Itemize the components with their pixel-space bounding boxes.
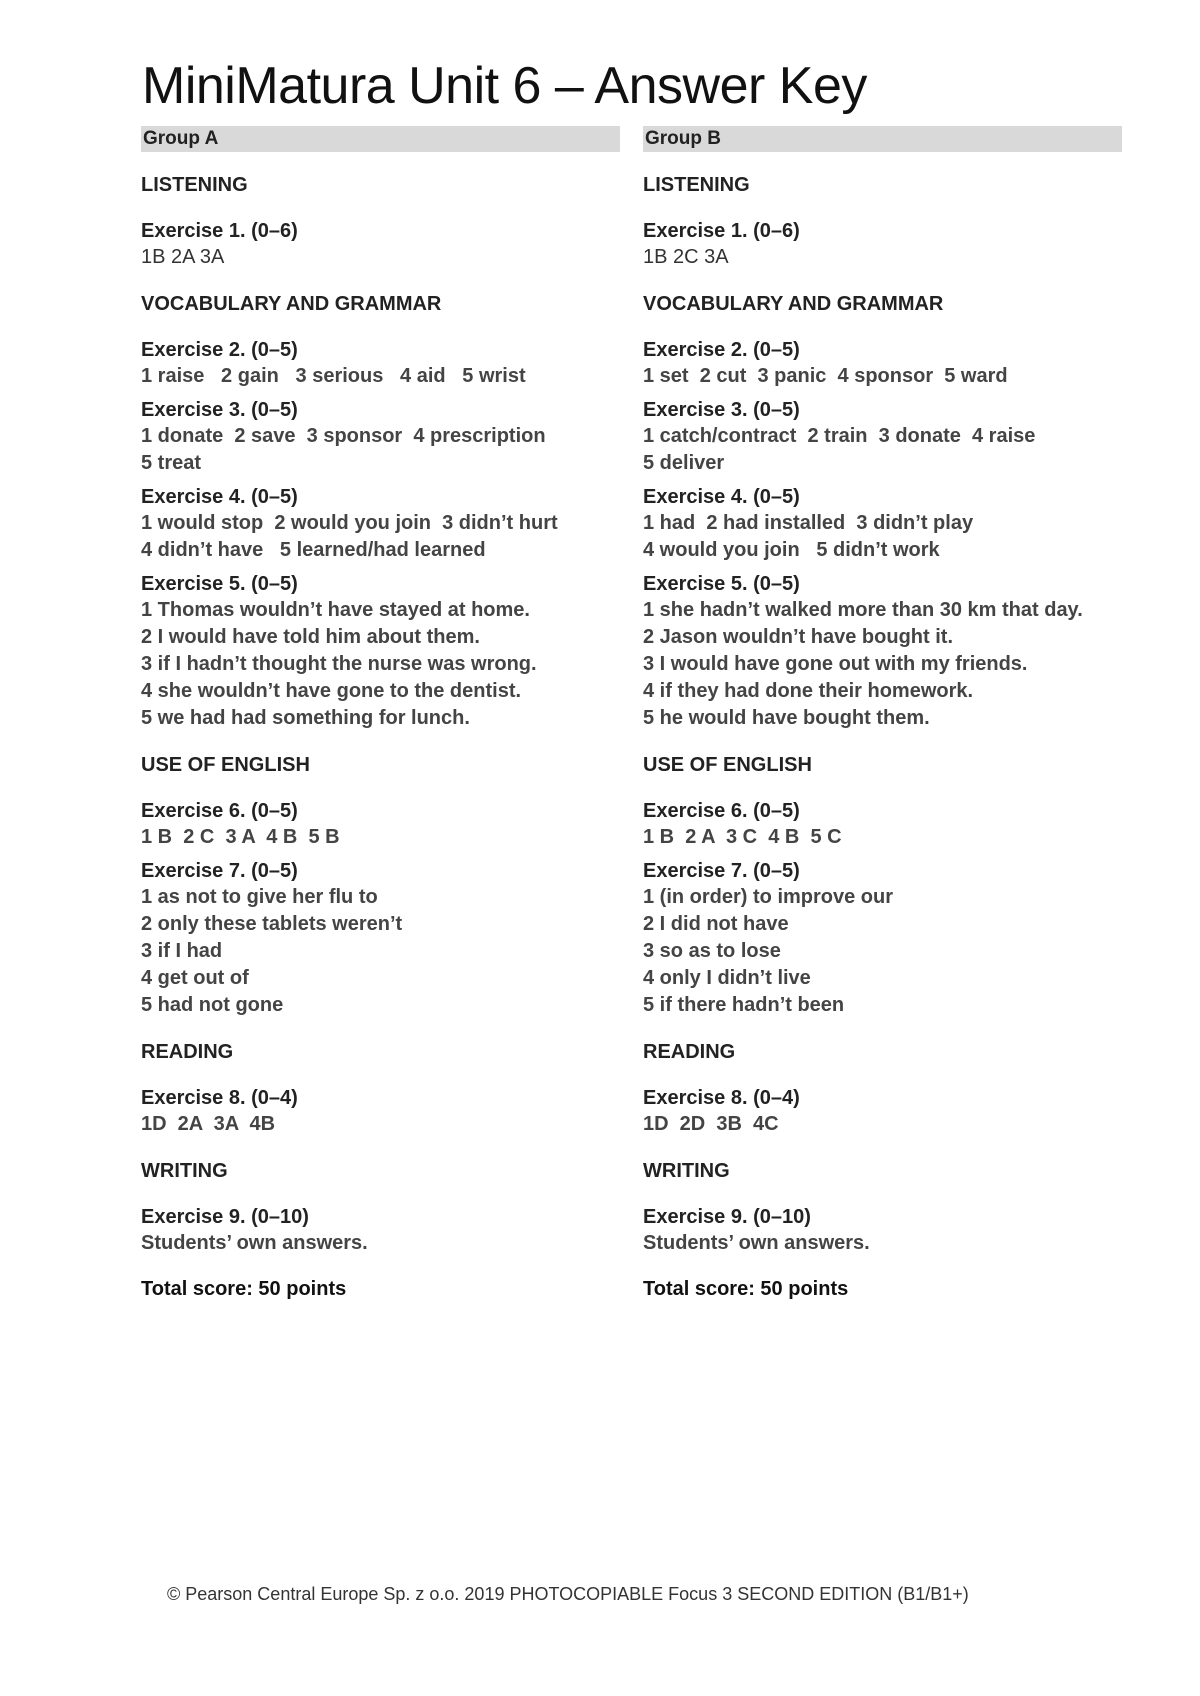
answer-line: 4 didn’t have 5 learned/had learned: [141, 539, 486, 561]
section-heading: WRITING: [141, 1160, 228, 1182]
exercise-title: Exercise 9. (0–10): [643, 1206, 811, 1228]
answer-line: 1 set 2 cut 3 panic 4 sponsor 5 ward: [643, 365, 1008, 387]
answer-line: 1 B 2 A 3 C 4 B 5 C: [643, 826, 842, 848]
exercise-title: Exercise 1. (0–6): [643, 220, 800, 242]
answer-line: 1B 2A 3A: [141, 246, 225, 268]
group-a-content: [141, 173, 620, 1257]
page-title: MiniMatura Unit 6 – Answer Key: [142, 57, 867, 115]
answer-line: 3 so as to lose: [643, 940, 781, 962]
answer-line: 5 if there hadn’t been: [643, 994, 845, 1016]
answer-line: 1B 2C 3A: [643, 246, 729, 268]
exercise-title: Exercise 4. (0–5): [643, 486, 800, 508]
answer-line: 3 I would have gone out with my friends.: [643, 653, 1028, 675]
exercise-block: [141, 1205, 620, 1257]
section-heading: LISTENING: [141, 174, 248, 196]
exercise-block: [643, 1205, 1122, 1257]
section-heading: USE OF ENGLISH: [141, 754, 310, 776]
answer-line: Students’ own answers.: [141, 1232, 368, 1254]
answer-line: 1 (in order) to improve our: [643, 886, 894, 908]
exercise-title: Exercise 8. (0–4): [141, 1087, 298, 1109]
section-heading: VOCABULARY AND GRAMMAR: [643, 293, 944, 315]
answer-line: 5 we had had something for lunch.: [141, 707, 470, 729]
exercise-block: [643, 572, 1122, 732]
exercise-block: [643, 398, 1122, 477]
section-heading: LISTENING: [643, 174, 750, 196]
exercise-block: [141, 219, 620, 271]
answer-line: 5 he would have bought them.: [643, 707, 930, 729]
answer-line: 1D 2A 3A 4B: [141, 1113, 276, 1135]
answer-line: 2 Jason wouldn’t have bought it.: [643, 626, 954, 648]
exercise-title: Exercise 3. (0–5): [141, 399, 298, 421]
exercise-title: Exercise 6. (0–5): [141, 800, 298, 822]
section-heading: WRITING: [643, 1160, 730, 1182]
answer-line: 1 as not to give her flu to: [141, 886, 378, 908]
answer-line: 4 she wouldn’t have gone to the dentist.: [141, 680, 522, 702]
group-b-total-score: Total score: 50 points: [643, 1278, 849, 1300]
exercise-block: [141, 485, 620, 564]
exercise-block: [643, 338, 1122, 390]
answer-line: 1D 2D 3B 4C: [643, 1113, 779, 1135]
exercise-block: [141, 1086, 620, 1138]
exercise-block: [643, 219, 1122, 271]
exercise-block: [643, 1086, 1122, 1138]
answer-line: 5 deliver: [643, 452, 725, 474]
exercise-title: Exercise 9. (0–10): [141, 1206, 309, 1228]
exercise-block: [141, 338, 620, 390]
answer-line: 5 treat: [141, 452, 202, 474]
exercise-title: Exercise 3. (0–5): [643, 399, 800, 421]
exercise-block: [643, 799, 1122, 851]
exercise-title: Exercise 1. (0–6): [141, 220, 298, 242]
section-heading: VOCABULARY AND GRAMMAR: [141, 293, 442, 315]
answer-line: 1 raise 2 gain 3 serious 4 aid 5 wrist: [141, 365, 526, 387]
group-a-header: Group A: [141, 126, 620, 152]
section-heading: READING: [643, 1041, 736, 1063]
answer-line: 2 I would have told him about them.: [141, 626, 480, 648]
answer-line: 5 had not gone: [141, 994, 284, 1016]
exercise-block: [141, 398, 620, 477]
answer-line: 4 if they had done their homework.: [643, 680, 974, 702]
answer-line: 1 B 2 C 3 A 4 B 5 B: [141, 826, 340, 848]
answer-line: 1 had 2 had installed 3 didn’t play: [643, 512, 974, 534]
answer-line: 1 catch/contract 2 train 3 donate 4 raise: [643, 425, 1036, 447]
section-heading: USE OF ENGLISH: [643, 754, 812, 776]
exercise-title: Exercise 7. (0–5): [643, 860, 800, 882]
answer-line: Students’ own answers.: [643, 1232, 870, 1254]
exercise-block: [643, 485, 1122, 564]
answer-line: 1 she hadn’t walked more than 30 km that day.: [643, 599, 1083, 621]
group-a-column: [141, 126, 620, 1302]
answer-line: 1 would stop 2 would you join 3 didn’t hurt: [141, 512, 558, 534]
exercise-block: [141, 799, 620, 851]
exercise-title: Exercise 5. (0–5): [643, 573, 800, 595]
answer-line: 2 only these tablets weren’t: [141, 913, 403, 935]
answer-line: 2 I did not have: [643, 913, 789, 935]
exercise-title: Exercise 2. (0–5): [643, 339, 800, 361]
answer-line: 1 Thomas wouldn’t have stayed at home.: [141, 599, 530, 621]
group-a-total-score: Total score: 50 points: [141, 1278, 347, 1300]
exercise-title: Exercise 6. (0–5): [643, 800, 800, 822]
answer-line: 4 get out of: [141, 967, 249, 989]
exercise-block: [141, 859, 620, 1019]
exercise-title: Exercise 7. (0–5): [141, 860, 298, 882]
exercise-block: [643, 859, 1122, 1019]
exercise-block: [141, 572, 620, 732]
group-b-column: [643, 126, 1122, 1302]
answer-line: 4 would you join 5 didn’t work: [643, 539, 940, 561]
section-heading: READING: [141, 1041, 234, 1063]
copyright-footer: © Pearson Central Europe Sp. z o.o. 2019 PHOTOCOPIABLE Focus 3 SECOND EDITION (B1/B1+): [167, 1584, 969, 1604]
exercise-title: Exercise 5. (0–5): [141, 573, 298, 595]
exercise-title: Exercise 2. (0–5): [141, 339, 298, 361]
answer-line: 3 if I hadn’t thought the nurse was wrong.: [141, 653, 537, 675]
answer-line: 3 if I had: [141, 940, 223, 962]
exercise-title: Exercise 4. (0–5): [141, 486, 298, 508]
answer-line: 1 donate 2 save 3 sponsor 4 prescription: [141, 425, 546, 447]
exercise-title: Exercise 8. (0–4): [643, 1087, 800, 1109]
answer-line: 4 only I didn’t live: [643, 967, 811, 989]
group-b-header: Group B: [643, 126, 1122, 152]
group-b-content: [643, 173, 1122, 1257]
